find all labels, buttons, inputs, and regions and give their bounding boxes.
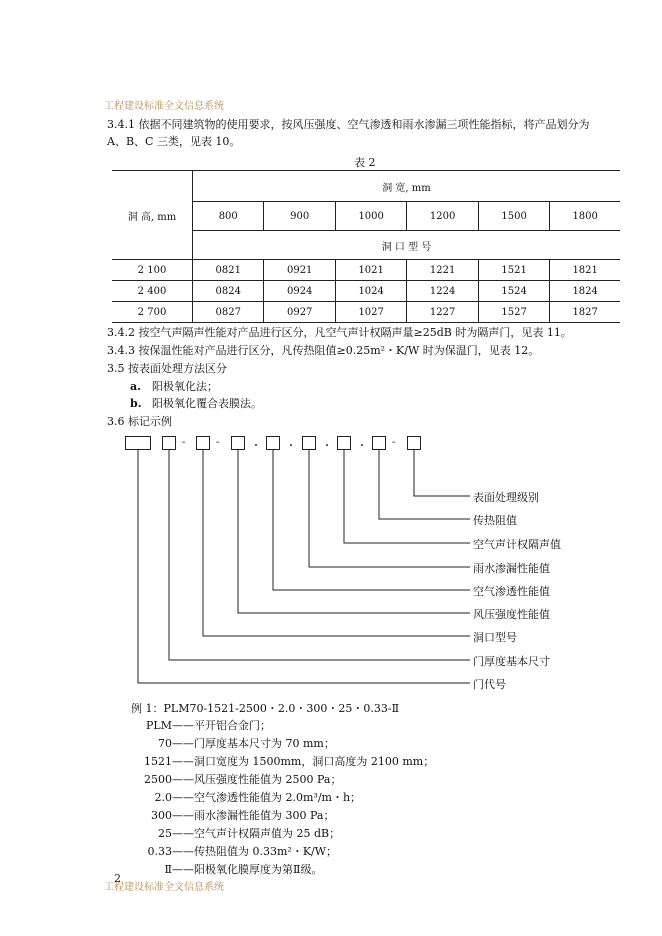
example-row: [120, 861, 322, 877]
example-text: ——洞口宽度为 1500mm，洞口高度为 2100 mm；: [172, 755, 435, 768]
example-row: [120, 789, 361, 805]
code-cell: 1227: [407, 302, 478, 323]
example-key: 300: [151, 809, 172, 822]
width-cell: 800: [193, 202, 264, 231]
code-cell: 0824: [193, 281, 264, 302]
example-text: ——门厚度基本尺寸为 70 mm；: [172, 737, 335, 750]
table-caption: 表 2: [354, 156, 376, 169]
example-key: PLM: [146, 719, 172, 732]
code-cell: 1827: [550, 302, 620, 323]
example-row: [120, 807, 334, 823]
example-text: ——风压强度性能值为 2500 Pa；: [172, 773, 342, 786]
code-cell: 0921: [264, 260, 335, 281]
width-cell: 1000: [335, 202, 406, 231]
marking-label-surface: 表面处理级别: [473, 491, 539, 504]
marking-separator: ・: [322, 441, 332, 452]
height-cell: 2 700: [112, 302, 193, 323]
height-cell: 2 400: [112, 281, 193, 302]
marking-label-thermal: 传热阻值: [473, 514, 517, 527]
width-cell: 900: [264, 202, 335, 231]
example-row: [120, 843, 337, 859]
example-row: [120, 825, 340, 841]
code-cell: 1524: [478, 281, 549, 302]
example-text: ——空气声计权隔声值为 25 dB；: [172, 827, 341, 840]
code-cell: 1527: [478, 302, 549, 323]
example-row: [120, 735, 335, 751]
item-b-text: 阳极氧化覆合表膜法。: [152, 397, 262, 410]
watermark-top: 工程建设标准全文信息系统: [104, 101, 224, 112]
code-cell: 1224: [407, 281, 478, 302]
example-text: ——传热阻值为 0.33m²・K/W；: [172, 845, 338, 858]
marking-label-air: 空气渗透性能值: [473, 585, 550, 598]
example-key: 25: [158, 827, 172, 840]
marking-separator: -: [182, 437, 186, 448]
item-b-label: b.: [130, 397, 142, 410]
row-header: 洞 高, mm: [127, 211, 177, 223]
height-cell: 2 100: [112, 260, 193, 281]
marking-separator: ・: [286, 441, 296, 452]
example-key: 2500: [144, 773, 172, 786]
code-cell: 1021: [335, 260, 406, 281]
para-3-4-2: 3.4.2 按空气声隔声性能对产品进行区分，凡空气声计权隔声量≥25dB 时为隔声门，见表 11。: [107, 326, 572, 339]
example-row: [120, 717, 271, 733]
code-cell: 0821: [193, 260, 264, 281]
code-cell: 0827: [193, 302, 264, 323]
marking-label-wind: 风压强度性能值: [473, 608, 550, 621]
marking-label-hole: 洞口型号: [473, 631, 517, 644]
code-cell: 1821: [550, 260, 620, 281]
example-title: 例 1：PLM70-1521-2500・2.0・300・25・0.33-Ⅱ: [131, 702, 400, 715]
item-a-text: 阳极氧化法；: [152, 380, 218, 393]
code-cell: 1027: [335, 302, 406, 323]
example-key: 1521: [144, 755, 172, 768]
watermark-bottom: 工程建设标准全文信息系统: [104, 882, 224, 893]
example-text: ——雨水渗漏性能值为 300 Pa；: [172, 809, 335, 822]
example-row: [120, 771, 341, 787]
example-key: 2.0: [154, 791, 172, 804]
example-text: ——空气渗透性能值为 2.0m³/m・h；: [172, 791, 362, 804]
para-3-6: 3.6 标记示例: [107, 415, 172, 428]
marking-label-rain: 雨水渗漏性能值: [473, 562, 550, 575]
code-cell: 0927: [264, 302, 335, 323]
marking-separator: ・: [357, 441, 367, 452]
code-cell: 1521: [478, 260, 549, 281]
code-cell: 0924: [264, 281, 335, 302]
width-cell: 1500: [478, 202, 549, 231]
page-number: 2: [114, 872, 121, 885]
para-3-5: 3.5 按表面处理方法区分: [107, 362, 227, 375]
marking-label-sound: 空气声计权隔声值: [473, 538, 561, 551]
width-header: 洞 宽, mm: [382, 182, 431, 194]
code-cell: 1824: [550, 281, 620, 302]
example-text: ——阳极氧化膜厚度为第Ⅱ级。: [172, 863, 323, 876]
marking-separator: ・: [251, 441, 261, 452]
code-cell: 1024: [335, 281, 406, 302]
example-row: [120, 753, 434, 769]
type-header: 洞 口 型 号: [381, 241, 432, 253]
example-key: 0.33: [147, 845, 172, 858]
para-3-4-1-line2: A、B、C 三类，见表 10。: [107, 135, 241, 148]
width-cell: 1200: [407, 202, 478, 231]
para-3-4-3: 3.4.3 按保温性能对产品进行区分，凡传热阻值≥0.25m²・K/W 时为保温门，见表 12。: [107, 344, 540, 357]
example-key: Ⅱ: [164, 863, 172, 876]
example-key: 70: [158, 737, 172, 750]
marking-label-thickness: 门厚度基本尺寸: [473, 655, 550, 668]
example-text: ——平开铝合金门；: [172, 719, 271, 732]
width-cell: 1800: [550, 202, 620, 231]
para-3-4-1-line1: 3.4.1 依据不同建筑物的使用要求，按风压强度、空气渗透和雨水渗漏三项性能指标，将产品划分为: [107, 118, 590, 131]
marking-label-door-code: 门代号: [473, 678, 506, 691]
code-cell: 1221: [407, 260, 478, 281]
marking-separator: -: [392, 437, 396, 448]
marking-separator: -: [216, 437, 220, 448]
item-a-label: a.: [130, 380, 141, 393]
